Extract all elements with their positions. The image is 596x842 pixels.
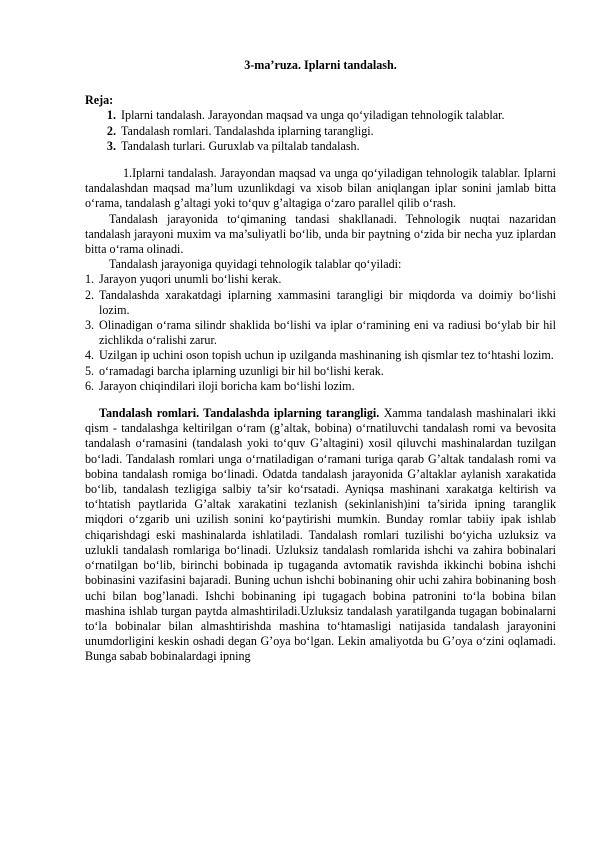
requirement-text: o‘ramadagi barcha iplarning uzunligi bir hil bo‘lishi kerak. [99,363,384,378]
section-heading: Tandalash romlari. Tandalashda iplarning tarangligi. [99,406,380,421]
lecture-title: 3-ma’ruza. Iplarni tandalash. [244,58,397,72]
requirement-item [85,318,556,348]
plan-item-number: 3. [106,138,116,153]
requirement-number: 4. [85,348,95,363]
requirement-number: 1. [85,272,95,287]
plan-item [85,124,556,139]
requirement-text: Uzilgan ip uchini oson topish uchun ip uzilganda mashinaning ish qismlar tez to‘htashi lozim. [99,348,554,363]
requirement-item [85,272,556,287]
requirement-text: Olinadigan o‘rama silindr shaklida bo‘lishi va iplar o‘ramining eni va radiusi bo‘ylab bir hil zichlikda o‘ralishi zarur. [99,318,556,348]
requirement-number: 2. [85,287,95,302]
plan-list [85,108,556,154]
requirements-list [85,272,556,394]
section-body: Xamma tandalash mashinalari ikki qism - tandalashga keltirilgan o‘ram (g’altak, bobina) o‘rnatiluvchi tandalash romi va bevosita tandalash o‘ramasini (tandalash yoki to‘quv G’altagini) xosil qiluvchi mashinalardan tuzilgan bo‘ladi. Tandalash romlari unga o‘rnatiladigan o‘ramani turiga qarab G’altak tandalash romi va bobina tandalash romiga bo‘linadi. Odatda tandalash jarayonida G’altaklar aylanish xarakatida bo‘lib, tandalash tezligiga salbiy ta’sir ko‘rsatadi. Ayniqsa mashinani xarakatga keltirish va to‘htatish paytlarida G’altak xarakatini tezlanish (sekinlanish)ini ta’sirida ipning taranglik miqdori o‘zgarib uni uzilish sonini ko‘paytirishi mumkin. Bunday romlar tabiiy ipak ishlab chiqarishdagi eski mashinalarda ishlatiladi. Tandalash romlari tuzilishi bo‘yicha uzluksiz va uzlukli tandalash romlariga bo‘linadi. Uzluksiz tandalash romlarida ishchi va zahira bobinalari o‘rnatilgan bo‘lib, birinchi bobinada ip tugaganda avtomatik ravishda ikkinchi bobina ishchi bobinasini vazifasini bajaradi. Buning uchun ishchi bobinaning ohir uchi zahira bobinaning bosh uchi bilan bog’lanadi. Ishchi bobinaning ipi tugagach bobina patronini to‘la bobina bilan mashina ishlab turgan paytda almashtiriladi.Uzluksiz tandalash yaratilganda tugagan bobinalarni to‘la bobinalar bilan almashtirishda mashina to‘htamasligi natijasida tandalash jarayonini unumdorligini keskin oshadi degan G’oya bo‘lgan. Lekin amaliyotda bu G’oya o‘zini oqlamadi. Bunga sabab bobinalardagi ipning [85,406,557,664]
plan-item-text: Iplarni tandalash. Jarayondan maqsad va unga qo‘yiladigan tehnologik talablar. [121,108,505,123]
body-paragraph: Tandalash jarayonida to‘qimaning tandasi shakllanadi. Tehnologik nuqtai nazaridan tandalash jarayoni muxim va ma’suliyatli bo‘lib, unda bir paytning o‘zida bir necha yuz iplardan bitta o‘rama olinadi. [85,211,556,257]
section-paragraph [85,406,556,664]
requirement-number: 6. [85,378,95,393]
plan-item [85,139,556,154]
intro-paragraph: 1.Iplarni tandalash. Jarayondan maqsad va unga qo‘yiladigan tehnologik talablar. Iplarni tandalashdan maqsad ma’lum uzunlikdagi va xisob bilan aniqlangan iplar sonini jamlab bitta o‘rama, tandalash g’altagi yoki to‘quv g’altagiga o‘zaro parallel qilib o‘rash. [85,166,556,211]
requirement-item [85,364,556,379]
requirement-item [85,379,556,394]
plan-item-text: Tandalash turlari. Guruxlab va piltalab tandalash. [121,138,360,153]
plan-item-number: 1. [106,108,116,123]
requirements-intro: Tandalash jarayoniga quyidagi tehnologik talablar qo‘yiladi: [109,257,402,272]
requirement-text: Tandalashda xarakatdagi iplarning xammasini tarangligi bir miqdorda va doimiy bo‘lishi lozim. [99,287,556,317]
requirement-item [85,288,556,318]
requirement-number: 5. [85,363,95,378]
requirement-text: Jarayon yuqori unumli bo‘lishi kerak. [99,272,282,287]
plan-item [85,108,556,123]
plan-item-number: 2. [106,123,116,138]
requirement-item [85,348,556,363]
requirement-text: Jarayon chiqindilari iloji boricha kam bo‘lishi lozim. [99,378,355,393]
requirement-number: 3. [85,318,95,333]
plan-item-text: Tandalash romlari. Tandalashda iplarning tarangligi. [121,123,374,138]
plan-label: Reja: [85,93,114,108]
